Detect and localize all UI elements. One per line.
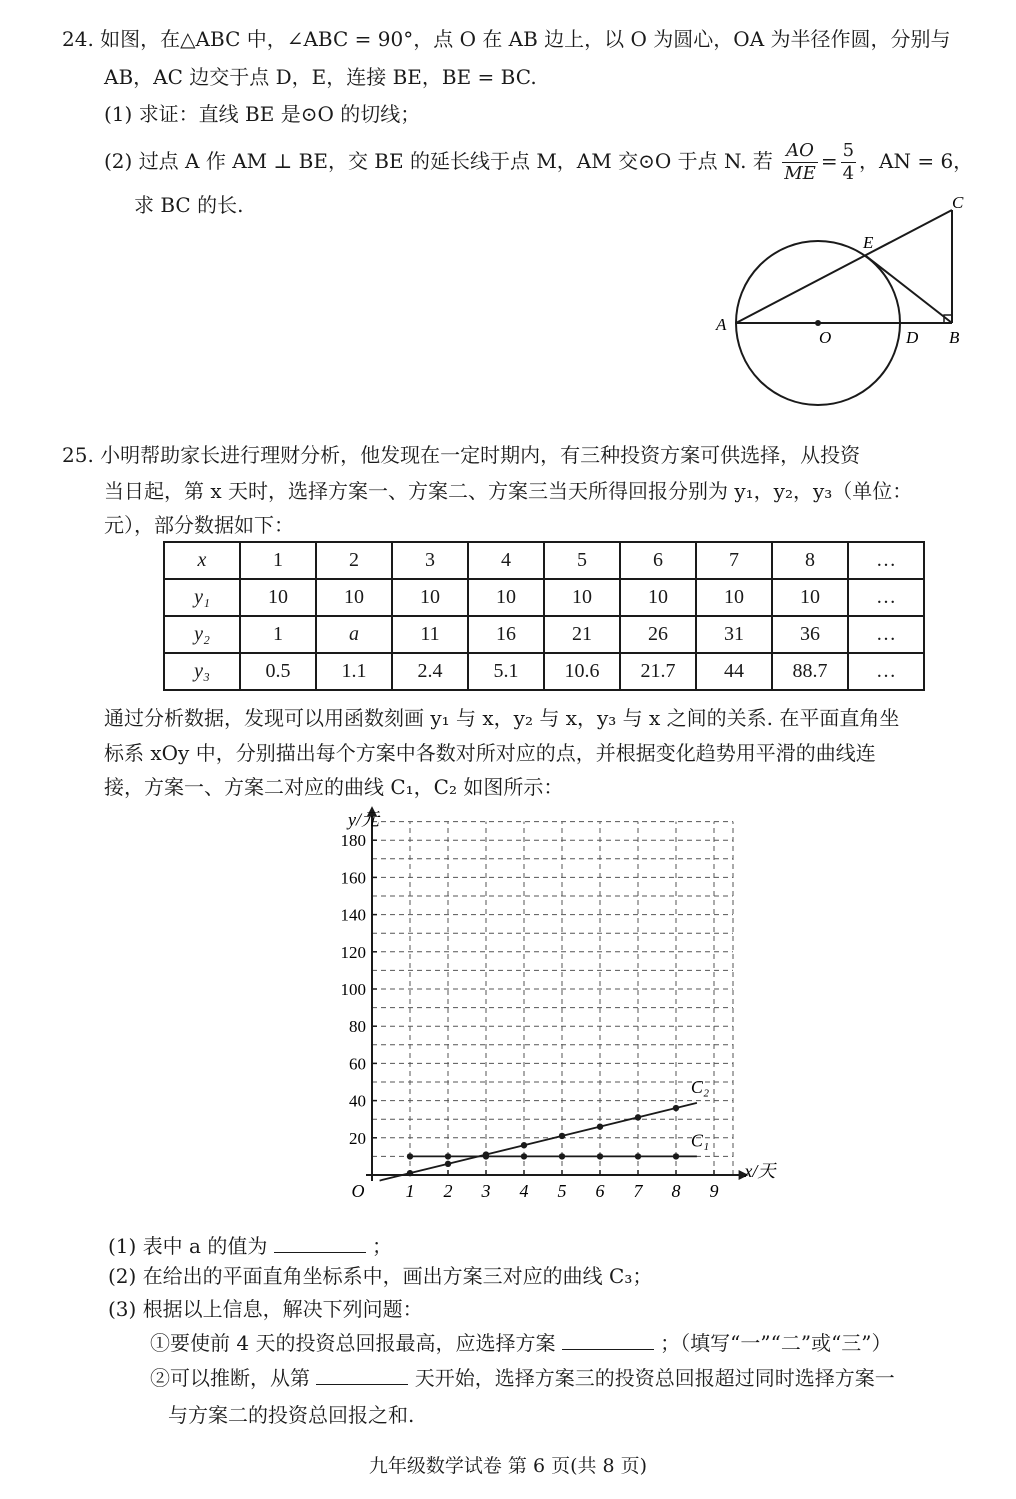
data-point	[407, 1170, 413, 1176]
data-table	[163, 541, 925, 691]
x-tick-label: 2	[443, 1181, 453, 1201]
data-point	[445, 1153, 451, 1159]
q25-part1-text: (1) 表中 a 的值为	[108, 1234, 268, 1258]
ratio-equals: =	[820, 149, 838, 173]
data-point	[673, 1153, 679, 1159]
series-line-c2	[380, 1103, 697, 1181]
data-point	[521, 1153, 527, 1159]
y-axis-label: y/元	[348, 809, 379, 830]
data-point	[483, 1151, 489, 1157]
table-cell: …	[848, 579, 924, 616]
table-cell: 5	[544, 542, 620, 579]
data-point	[597, 1153, 603, 1159]
q24-stem-line2: AB，AC 边交于点 D，E，连接 BE，BE = BC.	[104, 65, 537, 89]
q24-part2-an: ，AN = 6，	[859, 149, 974, 173]
data-point	[559, 1133, 565, 1139]
table-cell: 10	[772, 579, 848, 616]
data-point	[521, 1142, 527, 1148]
y-tick-label: 40	[349, 1091, 366, 1111]
x-tick-label: 3	[481, 1181, 491, 1201]
table-cell: 10	[620, 579, 696, 616]
center-point-o	[815, 320, 821, 326]
table-cell: 10	[544, 579, 620, 616]
answer-blank-day[interactable]	[316, 1362, 408, 1385]
segment-ac	[736, 210, 952, 323]
table-cell: 10	[468, 579, 544, 616]
y-tick-label: 120	[340, 942, 366, 962]
data-point	[635, 1114, 641, 1120]
page-footer: 九年级数学试卷 第 6 页(共 8 页)	[368, 1455, 648, 1477]
ratio-value	[841, 140, 856, 185]
table-cell: 4	[468, 542, 544, 579]
ratio-value-denominator: 4	[842, 163, 855, 184]
table-row	[164, 542, 924, 579]
x-axis-label: x/天	[744, 1161, 776, 1181]
table-row	[164, 616, 924, 653]
label-b: B	[949, 328, 960, 347]
q25-text-line3: 接，方案一、方案二对应的曲线 C₁，C₂ 如图所示：	[104, 775, 564, 799]
q25-part3b-mid: 天开始，选择方案三的投资总回报超过同时选择方案一	[414, 1366, 895, 1390]
ratio-fraction	[782, 140, 818, 185]
q25-text-line1: 通过分析数据，发现可以用函数刻画 y₁ 与 x，y₂ 与 x，y₃ 与 x 之间的关系. 在平面直角坐	[104, 706, 900, 730]
x-tick-label: 7	[633, 1181, 643, 1201]
x-tick-label: 1	[405, 1181, 415, 1201]
q24-number: 24.	[62, 27, 94, 51]
q25-line1	[62, 440, 860, 470]
table-cell: …	[848, 653, 924, 690]
table-cell: 2.4	[392, 653, 468, 690]
data-point	[445, 1161, 451, 1167]
data-point	[597, 1123, 603, 1129]
table-row-label: y₂	[164, 616, 240, 653]
q25-intro-line2: 当日起，第 x 天时，选择方案一、方案二、方案三当天所得回报分别为 y₁，y₂，y₃（单位：	[104, 479, 913, 503]
table-cell: 0.5	[240, 653, 316, 690]
x-tick-label: 5	[557, 1181, 567, 1201]
table-cell: 10.6	[544, 653, 620, 690]
q25-part3a	[150, 1327, 892, 1358]
table-cell: …	[848, 542, 924, 579]
table-cell: 16	[468, 616, 544, 653]
table-cell: 21	[544, 616, 620, 653]
q25-part3b-start: ②可以推断，从第	[150, 1366, 310, 1390]
ratio-denominator: ME	[784, 163, 816, 184]
q24-stem-line1: 如图，在△ABC 中，∠ABC = 90°，点 O 在 AB 边上，以 O 为圆心，OA 为半径作圆，分别与	[100, 27, 951, 51]
answer-blank-plan[interactable]	[562, 1327, 654, 1350]
table-cell: 1.1	[316, 653, 392, 690]
y-tick-label: 80	[349, 1017, 366, 1037]
table-row-label: y₃	[164, 653, 240, 690]
table-row	[164, 579, 924, 616]
q25-intro-line1: 小明帮助家长进行理财分析，他发现在一定时期内，有三种投资方案可供选择，从投资	[100, 443, 861, 467]
answer-blank-a[interactable]	[274, 1230, 366, 1253]
label-d: D	[906, 328, 919, 347]
y-tick-label: 140	[340, 905, 366, 925]
q25-number: 25.	[62, 443, 94, 467]
table-cell: 21.7	[620, 653, 696, 690]
table-cell: a	[316, 616, 392, 653]
segment-be	[866, 256, 952, 323]
q25-part3: (3) 根据以上信息，解决下列问题：	[108, 1297, 423, 1321]
y-tick-label: 60	[349, 1054, 366, 1074]
table-cell: 7	[696, 542, 772, 579]
ratio-numerator: AO	[782, 140, 818, 163]
y-tick-label: 160	[340, 868, 366, 888]
q24-line1	[62, 24, 951, 54]
table-cell: 10	[240, 579, 316, 616]
table-cell: 10	[316, 579, 392, 616]
series-label: C₁	[690, 1130, 710, 1151]
y-tick-label: 20	[349, 1128, 366, 1148]
label-e: E	[863, 233, 874, 252]
table-cell: 5.1	[468, 653, 544, 690]
series-label: C₂	[690, 1076, 710, 1097]
data-point	[635, 1153, 641, 1159]
x-tick-label: 4	[519, 1181, 529, 1201]
x-tick-label: 8	[671, 1181, 681, 1201]
q24-part2-question: 求 BC 的长.	[134, 193, 244, 217]
origin-label: O	[351, 1181, 365, 1201]
table-cell: 3	[392, 542, 468, 579]
data-point	[407, 1153, 413, 1159]
table-cell: 6	[620, 542, 696, 579]
chart-coordinate-plane	[320, 800, 776, 1220]
table-cell: 10	[696, 579, 772, 616]
label-c: C	[952, 193, 964, 212]
table-row-label: y₁	[164, 579, 240, 616]
y-tick-label: 100	[340, 980, 366, 999]
label-a: A	[716, 315, 727, 334]
table-row	[164, 653, 924, 690]
table-cell: 11	[392, 616, 468, 653]
table-cell: 1	[240, 616, 316, 653]
y-tick-label: 180	[340, 831, 366, 851]
q25-intro-line3: 元），部分数据如下：	[104, 513, 294, 537]
q24-part2-text: (2) 过点 A 作 AM ⊥ BE，交 BE 的延长线于点 M，AM 交⊙O 于点 N. 若	[104, 149, 773, 173]
q25-part3b-end: 与方案二的投资总回报之和.	[168, 1403, 415, 1427]
q25-text-line2: 标系 xOy 中，分别描出每个方案中各数对所对应的点，并根据变化趋势用平滑的曲线连	[104, 741, 876, 765]
q25-part3a-text: ①要使前 4 天的投资总回报最高，应选择方案	[150, 1331, 556, 1355]
table-cell: 10	[392, 579, 468, 616]
table-cell: 8	[772, 542, 848, 579]
q25-part1-end: ；	[372, 1234, 393, 1258]
q25-part3b	[150, 1362, 895, 1393]
q24-geometry-figure	[700, 190, 990, 410]
table-cell: 1	[240, 542, 316, 579]
ratio-value-numerator: 5	[842, 140, 855, 161]
data-point	[559, 1153, 565, 1159]
table-row-label: x	[164, 542, 240, 579]
q24-part2	[104, 140, 973, 185]
table-cell: 31	[696, 616, 772, 653]
x-tick-label: 6	[595, 1181, 605, 1201]
q25-part3a-end: ；（填写“一”“二”或“三”）	[660, 1331, 892, 1355]
q25-part1	[108, 1230, 392, 1261]
q24-part1: (1) 求证：直线 BE 是⊙O 的切线；	[104, 102, 421, 126]
table-cell: …	[848, 616, 924, 653]
table-cell: 2	[316, 542, 392, 579]
table-cell: 26	[620, 616, 696, 653]
data-point	[673, 1105, 679, 1111]
table-cell: 88.7	[772, 653, 848, 690]
table-cell: 44	[696, 653, 772, 690]
x-tick-label: 9	[709, 1181, 719, 1201]
table-cell: 36	[772, 616, 848, 653]
label-o: O	[819, 328, 832, 347]
q25-part2: (2) 在给出的平面直角坐标系中，画出方案三对应的曲线 C₃；	[108, 1264, 653, 1288]
